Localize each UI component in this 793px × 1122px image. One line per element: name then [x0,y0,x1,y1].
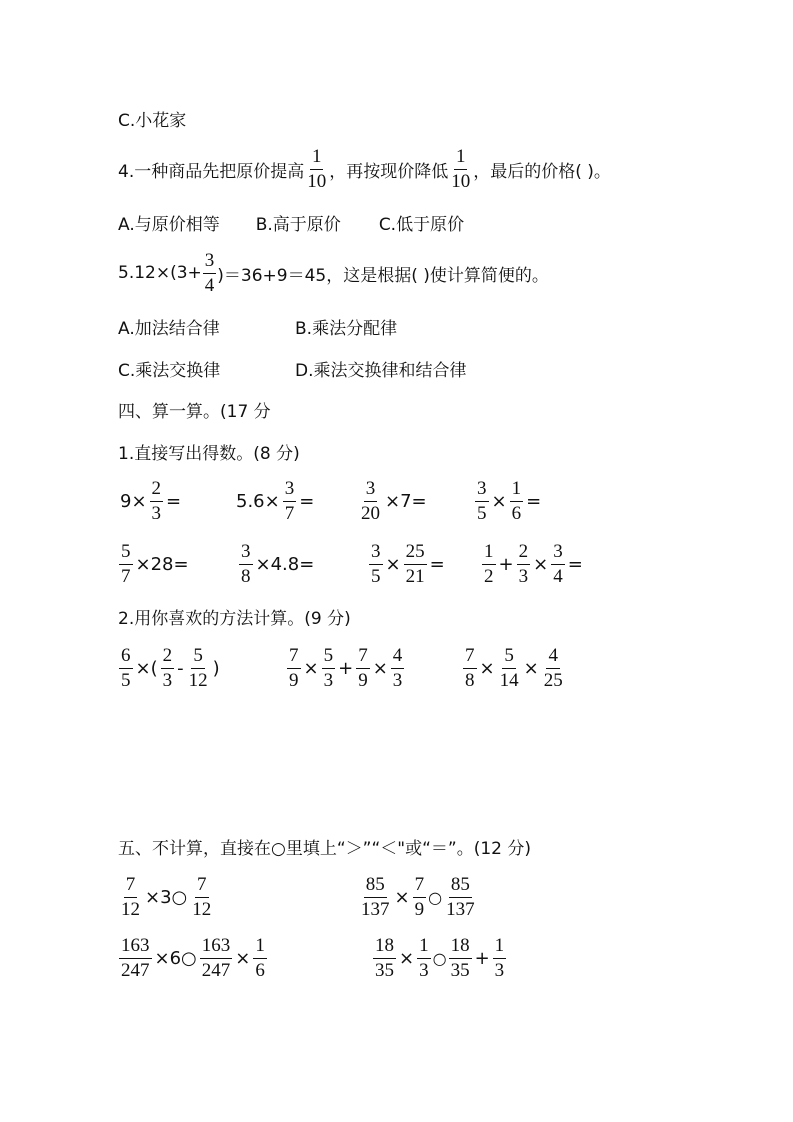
expr-text: 9× [120,490,147,512]
fraction [510,478,524,525]
q5-option-a: A.加法结合律 [118,319,220,339]
numerator: 5 [502,645,516,669]
fraction [356,645,370,692]
operator: + [498,553,514,575]
denominator: 3 [419,959,429,981]
expr-text: = [166,490,182,512]
denominator: 10 [451,170,471,192]
numerator: 1 [310,146,324,170]
compare-circle: ○ [432,948,447,968]
q4-mid: ，再按现价降低 [329,161,449,182]
fraction [253,935,267,982]
numerator: 7 [124,874,138,898]
q5-option-d: D.乘法交换律和结合律 [295,361,467,381]
numerator: 5 [191,645,205,669]
numerator: 1 [493,935,507,959]
numerator: 2 [150,478,164,502]
denominator: 8 [465,669,475,691]
q5-options-row2 [118,356,467,381]
denominator: 5 [477,502,487,524]
fraction [119,935,152,982]
calc-r1-e4 [474,478,543,525]
calc-r2-e4 [481,541,585,588]
numerator: 7 [463,645,477,669]
fraction [359,874,392,921]
q4-prefix: 4.一种商品先把原价提高 [118,161,305,182]
denominator: 35 [450,959,470,981]
fraction [391,645,405,692]
fraction [551,541,565,588]
operator: × [399,947,415,969]
q5-option-c: C.乘法交换律 [118,361,221,381]
denominator: 14 [499,669,519,691]
denominator: 4 [204,274,215,296]
numerator: 163 [119,935,152,959]
fraction [150,478,164,525]
numerator: 1 [482,541,496,565]
operator: × [479,657,495,679]
operator: - [177,657,184,679]
fraction [119,645,133,692]
numerator: 163 [200,935,233,959]
fraction [444,874,477,921]
fraction [239,541,253,588]
fraction [119,874,142,921]
fraction [417,935,431,982]
numerator: 1 [253,935,267,959]
numerator: 3 [239,541,253,565]
compare-4 [372,935,507,982]
fraction [200,935,233,982]
numerator: 7 [287,645,301,669]
fraction [373,935,396,982]
q4-options [118,210,464,235]
operator: × [385,553,401,575]
q4-fraction-2 [449,146,472,193]
operator: × [303,657,319,679]
fraction [119,541,133,588]
denominator: 8 [241,565,251,587]
denominator: 137 [361,898,390,920]
fraction [404,541,427,588]
numerator: 3 [283,478,297,502]
denominator: 10 [307,170,327,192]
expr-text: ×7= [385,490,427,512]
calc-r2-e2 [238,541,316,588]
q5-stem [118,250,549,297]
fraction [449,935,472,982]
fraction [493,935,507,982]
fraction [498,645,521,692]
fraction [359,478,382,525]
denominator: 9 [414,898,425,920]
denominator: 12 [121,898,140,920]
compare-circle: ×6○ [154,947,197,969]
compare-2 [358,874,478,921]
fraction [161,645,175,692]
fraction [413,874,427,921]
denominator: 6 [255,959,265,981]
expr-text: 5.6× [236,490,280,512]
numerator: 85 [449,874,472,898]
denominator: 137 [446,898,475,920]
numerator: 3 [364,478,378,502]
compare-1 [118,874,214,921]
numerator: 18 [373,935,396,959]
calc-r3-e3 [462,645,566,692]
expr-text: ×4.8= [255,553,315,575]
compare-3 [118,935,268,982]
expr-text: = [526,490,542,512]
numerator: 6 [119,645,133,669]
operator: × [235,947,251,969]
q4-option-a: A.与原价相等 [118,215,220,235]
q4-option-b: B.高于原价 [255,215,341,235]
operator: ×( [135,657,158,679]
fraction [283,478,297,525]
fraction [190,874,213,921]
compare-circle: ×3○ [145,886,188,908]
denominator: 9 [289,669,299,691]
section4-sub1: 1.直接写出得数。(8 分) [118,444,300,464]
numerator: 3 [203,250,217,274]
operator: × [491,490,507,512]
denominator: 3 [323,669,334,691]
denominator: 25 [543,669,563,691]
denominator: 4 [553,565,563,587]
numerator: 3 [369,541,383,565]
fraction [517,541,531,588]
q4-stem [118,146,611,193]
numerator: 2 [161,645,175,669]
q4-fraction-1 [305,146,328,193]
numerator: 4 [391,645,405,669]
numerator: 3 [475,478,489,502]
denominator: 12 [192,898,212,920]
denominator: 21 [405,565,425,587]
denominator: 247 [201,959,231,981]
fraction [369,541,383,588]
denominator: 247 [121,959,150,981]
calc-r1-e1 [118,478,183,525]
q4-suffix: ，最后的价格( )。 [473,161,611,182]
expr-text: = [429,553,445,575]
operator: + [338,657,354,679]
numerator: 18 [449,935,472,959]
q5-suffix: )＝36+9＝45，这是根据( )使计算简便的。 [217,265,549,286]
q5-options-row1 [118,314,397,339]
numerator: 7 [195,874,209,898]
denominator: 3 [518,565,529,587]
denominator: 3 [162,669,173,691]
fraction [322,645,336,692]
fraction [475,478,489,525]
fraction [463,645,477,692]
compare-circle: ○ [428,887,443,907]
operator: × [523,657,539,679]
denominator: 9 [358,669,368,691]
denominator: 3 [494,959,505,981]
numerator: 1 [510,478,524,502]
numerator: 5 [322,645,336,669]
denominator: 20 [361,502,380,524]
q5-fraction [203,250,217,297]
numerator: 85 [364,874,387,898]
section4-sub2: 2.用你喜欢的方法计算。(9 分) [118,609,351,629]
denominator: 12 [188,669,208,691]
calc-r2-e3 [368,541,447,588]
section5-title: 五、不计算，直接在○里填上“＞”“＜"或“＝”。(12 分) [118,839,531,859]
numerator: 7 [413,874,427,898]
numerator: 4 [546,645,560,669]
denominator: 5 [371,565,381,587]
expr-text: = [299,490,315,512]
operator: ) [212,657,220,679]
numerator: 5 [119,541,133,565]
numerator: 2 [517,541,531,565]
q5-option-b: B.乘法分配律 [295,319,398,339]
denominator: 7 [121,565,131,587]
section4-title: 四、算一算。(17 分 [118,402,271,422]
calc-r1-e2 [234,478,316,525]
numerator: 25 [404,541,427,565]
numerator: 1 [454,146,468,170]
expr-text: ×28= [135,553,189,575]
operator: × [394,886,410,908]
operator: × [372,657,388,679]
q5-prefix: 5.12×(3+ [118,263,202,284]
calc-r3-e2 [286,645,405,692]
calc-r2-e1 [118,541,191,588]
denominator: 5 [121,669,131,691]
denominator: 6 [511,502,522,524]
denominator: 3 [392,669,403,691]
q4-option-c: C.低于原价 [378,215,465,235]
denominator: 35 [375,959,394,981]
denominator: 3 [151,502,162,524]
operator: × [533,553,549,575]
fraction [287,645,301,692]
fraction [482,541,496,588]
calc-r3-e1 [118,645,222,692]
fraction [542,645,565,692]
operator: + [474,947,490,969]
q3-option-c: C.小花家 [118,111,187,131]
calc-r1-e3 [358,478,429,525]
expr-text: = [567,553,583,575]
denominator: 7 [284,502,295,524]
numerator: 3 [551,541,565,565]
fraction [187,645,210,692]
denominator: 2 [484,565,494,587]
numerator: 1 [417,935,431,959]
numerator: 7 [356,645,370,669]
